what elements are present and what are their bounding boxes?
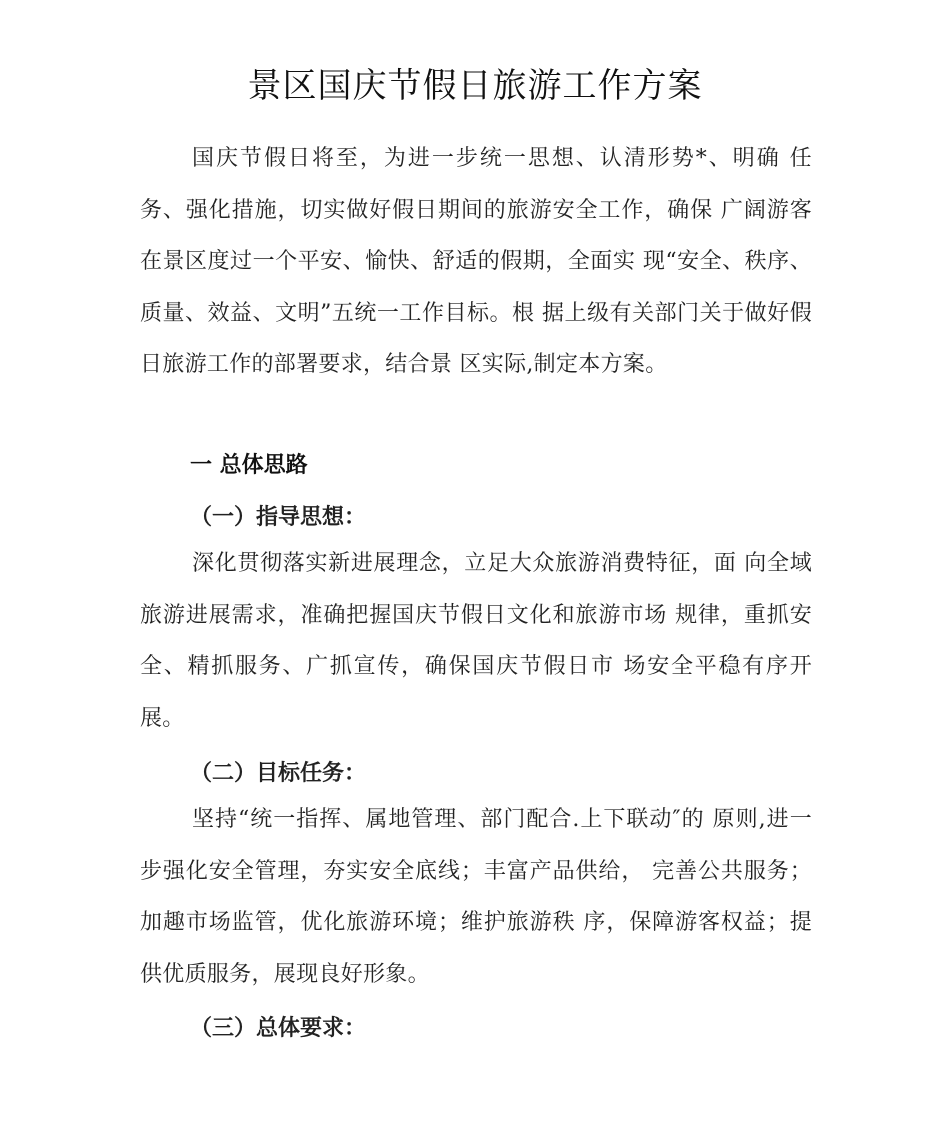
subheading-goals-tasks: （二）目标任务： xyxy=(190,760,367,786)
intro-paragraph: 国庆节假日将至，为进一步统一思想、认清形势*、明确 任务、强化措施，切实做好假日期间的旅游安全工作，确保 广阔游客在景区度过一个平安、愉快、舒适的假期，全面实 现“安全、秩序、质量、效益、文明”五统一工作目标。根 据上级有关部门关于做好假日旅游工作的部署要求，结合景 区实际,制定本方案。 xyxy=(140,146,812,377)
subheading-guiding-ideology: （一）指导思想： xyxy=(190,504,367,530)
subheading-general-requirements: （三）总体要求： xyxy=(190,1015,367,1041)
section-heading-overall-approach: 一 总体思路 xyxy=(190,453,308,478)
document-title: 景区国庆节假日旅游工作方案 xyxy=(247,66,703,106)
goals-tasks-paragraph: 坚持“统一指挥、属地管理、部门配合.上下联动″的 原则,进一步强化安全管理，夯实安全底线；丰富产品供给， 完善公共服务；加趣市场监管，优化旅游环境；维护旅游秩 序，保障游客权益；提供优质服务，展现良好形象。 xyxy=(140,807,812,987)
guiding-ideology-paragraph: 深化贯彻落实新进展理念，立足大众旅游消费特征，面 向全域旅游进展需求，准确把握国庆节假日文化和旅游市场 规律，重抓安全、精抓服务、广抓宣传，确保国庆节假日市 场安全平稳有序开展。 xyxy=(140,551,812,731)
